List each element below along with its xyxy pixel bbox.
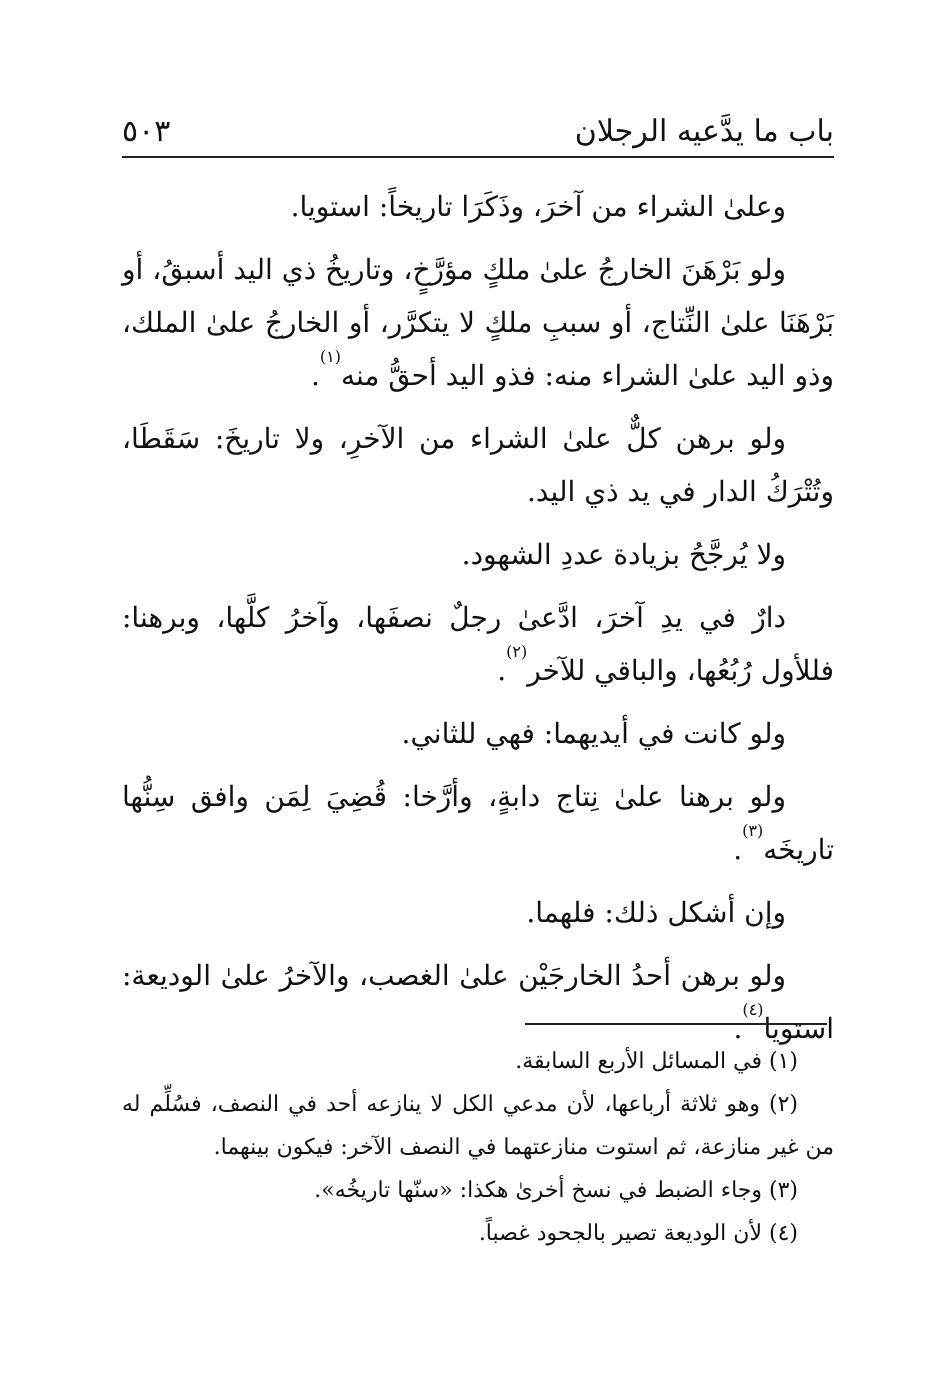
footnote-ref[interactable]: (٢)	[506, 642, 528, 661]
footnote: (٤) لأن الوديعة تصير بالجحود غصباً.	[478, 1221, 798, 1246]
main-text	[122, 180, 834, 1065]
header-rule	[122, 156, 834, 158]
page-header	[122, 104, 834, 156]
footnote-ref[interactable]: (٤)	[742, 1000, 764, 1019]
footnote-rule	[525, 1023, 827, 1025]
footnote-ref[interactable]: (٣)	[742, 821, 764, 840]
page-number: ٥٠٣	[122, 114, 171, 149]
paragraph: ولو برهنا علىٰ نِتاج دابةٍ، وأرَّخا: قُضِيَ لِمَن وافق سِنُّها تاريخَه$^{(٣)}$.	[122, 780, 834, 866]
paragraph: وعلىٰ الشراء من آخرَ، وذَكَرَا تاريخاً: استويا.	[290, 190, 786, 223]
paragraph: ولا يُرجَّحُ بزيادة عددِ الشهود.	[461, 538, 786, 571]
footnote: (٢) وهو ثلاثة أرباعها، لأن مدعي الكل لا ينازعه أحد في النصف، فسُلِّم له من غير منازعة، ثم استوت منازعتهما في النصف الآخر: فيكون بينهما.	[122, 1092, 834, 1160]
footnote-ref[interactable]: (١)	[319, 347, 341, 366]
paragraph: وإن أشكل ذلك: فلهما.	[526, 896, 786, 929]
paragraph: ولو بَرْهَنَ الخارجُ علىٰ ملكٍ مؤرَّخٍ، وتاريخُ ذي اليد أسبقُ، أو بَرْهَنَا علىٰ النِّتاج، أو سببِ ملكٍ لا يتكرَّر، أو الخارجُ علىٰ الملك، وذو اليد علىٰ الشراء منه: فذو اليد أحقُّ منه$^{(١)}$.	[122, 253, 834, 392]
paragraph: ولو كانت في أيديهما: فهي للثاني.	[401, 717, 786, 750]
footnote: (١) في المسائل الأربع السابقة.	[515, 1049, 798, 1074]
footnote: (٣) وجاء الضبط في نسخ أخرىٰ هكذا: «سنّها تاريخُه».	[314, 1178, 798, 1203]
running-title: باب ما يدَّعيه الرجلان	[574, 114, 834, 149]
paragraph: دارٌ في يدِ آخرَ، ادَّعىٰ رجلٌ نصفَها، وآخرُ كلَّها، وبرهنا: فللأول رُبُعُها، والباقي للآخر$^{(٢)}$.	[122, 601, 834, 687]
footnotes	[122, 1040, 834, 1255]
paragraph: ولو برهن أحدُ الخارجَيْن علىٰ الغصب، والآخرُ علىٰ الوديعة: استويا$^{(٤)}$.	[122, 959, 834, 1045]
paragraph: ولو برهن كلٌّ علىٰ الشراء من الآخرِ، ولا تاريخَ: سَقَطَا، وتُتْرَكُ الدار في يد ذي اليد.	[122, 422, 834, 508]
